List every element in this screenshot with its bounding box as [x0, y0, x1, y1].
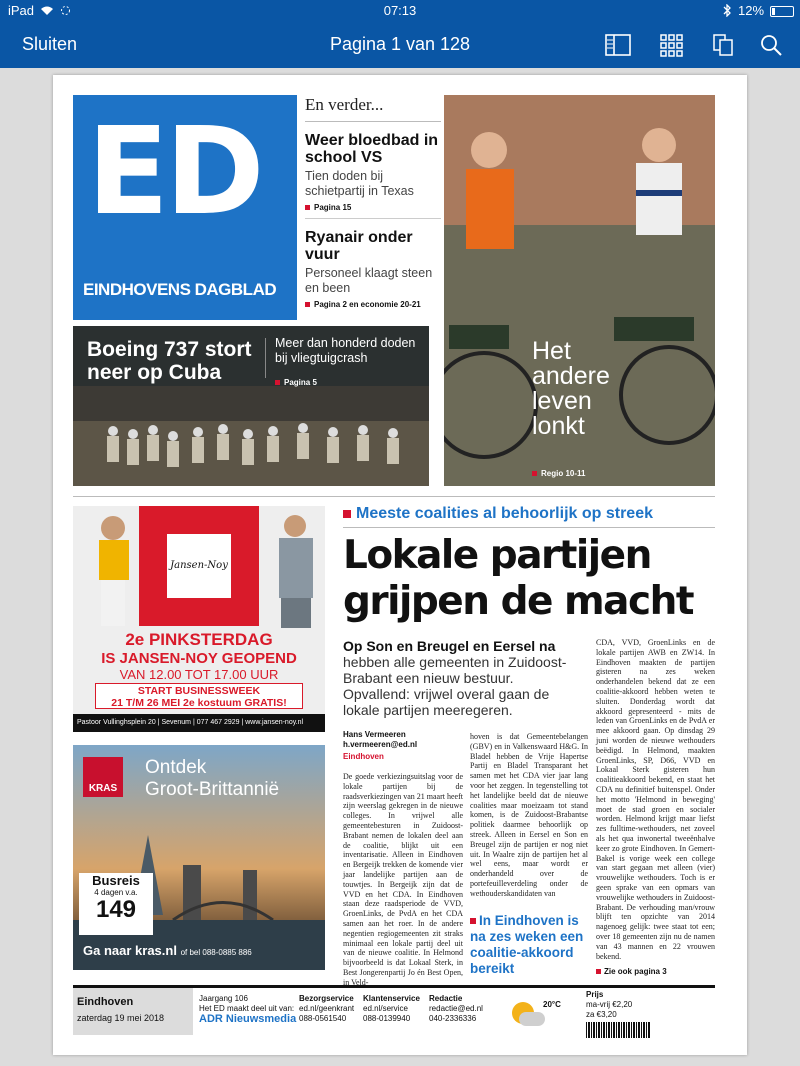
bezorg-heading: Bezorgservice	[299, 994, 354, 1003]
en-verder-heading: En verder...	[305, 95, 441, 122]
part-of-label: Het ED maakt deel uit van:	[199, 1004, 295, 1013]
ad-footer: Pastoor Vullinghsplein 20 | Sevenum | 077 467 2929 | www.jansen-noy.nl	[73, 714, 325, 732]
redactie-info	[429, 994, 483, 1024]
lead-intro	[343, 638, 568, 718]
cyclists-photo-teaser[interactable]	[444, 95, 715, 486]
sidebar-icon[interactable]	[604, 32, 632, 58]
redactie-heading: Redactie	[429, 994, 463, 1003]
page-ref: Pagina 15	[305, 203, 441, 212]
divider	[73, 496, 715, 497]
page-ref: Pagina 2 en economie 20-21	[305, 300, 441, 309]
bezorg-phone: 088-0561540	[299, 1014, 347, 1023]
cta-text: Ga naar kras.nl	[83, 943, 177, 958]
grid-icon[interactable]	[658, 32, 686, 58]
ad-line-2: IS JANSEN-NOY GEOPEND	[101, 650, 297, 667]
photo-caption: Het andere leven lonkt	[532, 337, 610, 440]
top-navigation	[0, 22, 800, 68]
adr-logo: ADR Nieuwsmedia	[199, 1013, 297, 1025]
temperature: 20°C	[543, 1000, 561, 1009]
status-bar	[0, 0, 800, 22]
price-badge	[79, 873, 153, 935]
article-column-3: CDA, VVD, GroenLinks en de lokale partijen AWB en ZW14. In Eindhoven maakten de partijen gisteren na zes weken onderhandelen bekend dat ze een coalitie-akkoord hebben weten te sluiten. Donderdag wordt dat akkoord gepresenteerd - mits de leden van GroenLinks en de PvdA er mee akkoord gaan. Op dinsdag 29 juni worden de nieuwe wethouders beëdigd. In Helmond, maakten GroenLinks, SP, D66, VVD en Lokaal Sterk gisteren hun coalitieakkoord bekend, en staat het CDA nu definitief buitenspel. Onder het motto 'Helmond in beweging' moet de stad groen en socialer worden. Helmond krijgt maar liefst zes fulltime-wethouders, net zoveel als het qua inwonertal tweeënhalve keer zo grote Eindhoven. In Gemert-Bakel is vorige week een college van start gegaan met alleen (vier) vrouwelijke wethouders. Toch is er geen sprake van een opmars van vrouwelijke wethouders in Zuidoost-Brabant. De verhouding man/vrouw blijft ten opzichte van 2014 nagenoeg gelijk: twee staat tot een; over 18 gemeenten zijn nu de namen van 43 mannen en 22 vrouwen bekend.	[596, 638, 715, 961]
klantenservice-info	[363, 994, 420, 1024]
promo-line-2: 21 T/M 26 MEI 2e kostuum GRATIS!	[111, 697, 287, 709]
pages-icon[interactable]	[710, 32, 738, 58]
promo-line-1: START BUSINESSWEEK	[137, 685, 261, 697]
kras-ad[interactable]	[73, 745, 325, 970]
ad-cta	[83, 943, 252, 958]
battery-percent: 12%	[738, 3, 765, 18]
ad-headline-2: Groot-Brittannië	[145, 779, 280, 800]
teaser-title: Ryanair onder vuur	[305, 229, 413, 263]
price-heading: Prijs	[586, 990, 604, 999]
price-saturday: za €3,20	[586, 1010, 617, 1019]
cloud-icon	[519, 1012, 545, 1026]
badge-price: 149	[95, 896, 137, 923]
intro-bold: Op Son en Breugel en Eersel na	[343, 638, 556, 654]
en-verder-section	[305, 95, 441, 309]
intro-text: hebben alle gemeenten in Zuidoost-Brabant een nieuw bestuur. Opvallend: vrijwel overal gaan de lokale partijen meeregeren.	[343, 654, 567, 718]
teaser-title: Weer bloedbad in school VS	[305, 132, 439, 166]
device-label: iPad	[8, 3, 35, 18]
clock: 07:13	[383, 3, 417, 18]
lead-headline[interactable]: Lokale partijen grijpen de macht	[343, 533, 694, 624]
cta-phone: of bel 088-0885 886	[180, 948, 252, 957]
see-also-ref: Zie ook pagina 3	[596, 967, 715, 976]
teaser-text: Tien doden bij schietpartij in Texas	[305, 169, 414, 198]
jaargang: Jaargang 106	[199, 994, 248, 1003]
cuba-headline: Boeing 737 stort neer op Cuba	[87, 338, 252, 384]
klant-url: ed.nl/service	[363, 1004, 408, 1013]
logo-letters: ED	[87, 103, 261, 242]
redactie-phone: 040-2336336	[429, 1014, 477, 1023]
cuba-subheadline: Meer dan honderd doden bij vliegtuigcrash	[275, 336, 416, 365]
edition-date: zaterdag 19 mei 2018	[77, 1013, 165, 1023]
divider	[265, 338, 266, 378]
kras-logo: KRAS	[83, 757, 123, 797]
newspaper-page[interactable]	[53, 75, 747, 1055]
ad-line-1: 2e PINKSTERDAG	[125, 630, 273, 649]
price-info	[586, 990, 632, 1020]
page-ref: Pagina 5	[275, 378, 317, 387]
jaargang-info	[199, 994, 298, 1025]
ad-line-3: VAN 12.00 TOT 17.00 UUR	[119, 667, 279, 682]
battery-icon	[770, 6, 794, 17]
teaser-text: Personeel klaagt steen en been	[305, 266, 433, 295]
jansen-noy-logo: Jansen-Noy	[167, 534, 231, 598]
byline	[343, 730, 463, 762]
page-ref: Regio 10-11	[532, 469, 585, 478]
klant-heading: Klantenservice	[363, 994, 420, 1003]
bezorgservice-info	[299, 994, 354, 1024]
colophon	[73, 985, 715, 1035]
ed-logo	[73, 95, 297, 320]
klant-phone: 088-0139940	[363, 1014, 411, 1023]
newspaper-name: EINDHOVENS DAGBLAD	[83, 280, 277, 299]
author-name: Hans Vermeeren	[343, 730, 406, 739]
edition-box	[73, 988, 193, 1035]
close-button[interactable]: Sluiten	[22, 34, 78, 54]
divider	[343, 527, 715, 528]
redactie-email: redactie@ed.nl	[429, 1004, 483, 1013]
cuba-crash-teaser[interactable]	[73, 326, 429, 486]
lead-kicker: Meeste coalities al behoorlijk op streek	[343, 505, 653, 523]
bezorg-url: ed.nl/geenkrant	[299, 1004, 355, 1013]
ad-promo-box	[95, 683, 303, 709]
author-email: h.vermeeren@ed.nl	[343, 740, 418, 749]
badge-title: Busreis	[92, 873, 140, 888]
barcode	[586, 1022, 650, 1038]
teaser-item[interactable]	[305, 229, 441, 309]
bluetooth-icon	[722, 4, 732, 17]
jansen-noy-ad[interactable]	[73, 506, 325, 732]
price-weekday: ma-vrij €2,20	[586, 1000, 633, 1009]
divider	[305, 218, 441, 219]
edition-city: Eindhoven	[77, 996, 134, 1008]
dateline: Eindhoven	[343, 752, 384, 761]
article-column-1: De goede verkiezingsuitslag voor de lokale partijen bij de raadsverkiezingen van 21 maart heeft zijn weerslag gekregen in de nieuwe colleges. In vrijwel alle gemeentebesturen in Zuidoost-Brabant nemen de lokalen deel aan de coalitie, blijkt uit een inventarisatie. Alleen in Eindhoven en Bergeijk trekken de komende vier jaar landelijke partijen aan de touwtjes. In Bergeijk zijn dat de VVD en het CDA. In Eindhoven staan deze raadsperiode de VVD, GroenLinks, de PvdA en het CDA samen aan het roer. In de andere negentien regiogemeenten zit straks minimaal een lokale partij deel uit van de nieuwe coalitie. In Helmond bijvoorbeeld is dat Lokaal Sterk, in Best Jongerenpartij Jo én Best Open, in Veld-	[343, 772, 463, 987]
page-indicator: Pagina 1 van 128	[329, 34, 471, 54]
ad-headline-1: Ontdek	[145, 757, 207, 778]
badge-sub: 4 dagen v.a.	[94, 888, 138, 897]
pull-quote: In Eindhoven is na zes weken een coalitie-akkoord bereikt	[470, 913, 588, 977]
search-icon[interactable]	[758, 32, 786, 58]
article-column-2: hoven is dat Gemeentebelangen (GBV) en in Valkenswaard H&G. In Bladel hebben de Vrije Hapertse Partij en Bladel Transparant het samen met het CDA vier jaar lang voor het zeggen. In tegenstelling tot het landelijke beeld dat de nieuwe coalities maar moeizaam tot stand komen, is de Zuidoost-Brabantse politiek daarmee behoorlijk op streek. Alleen in Eersel en Son en Breugel zijn de partijen er nog niet uit. In Waalre zijn de partijen het al wel eens, maar wordt er onderhandeld over de portefeuilleverdeling onder de wethouderskandidaten van	[470, 732, 588, 898]
teaser-item[interactable]	[305, 132, 441, 212]
ad-headline	[145, 757, 279, 801]
